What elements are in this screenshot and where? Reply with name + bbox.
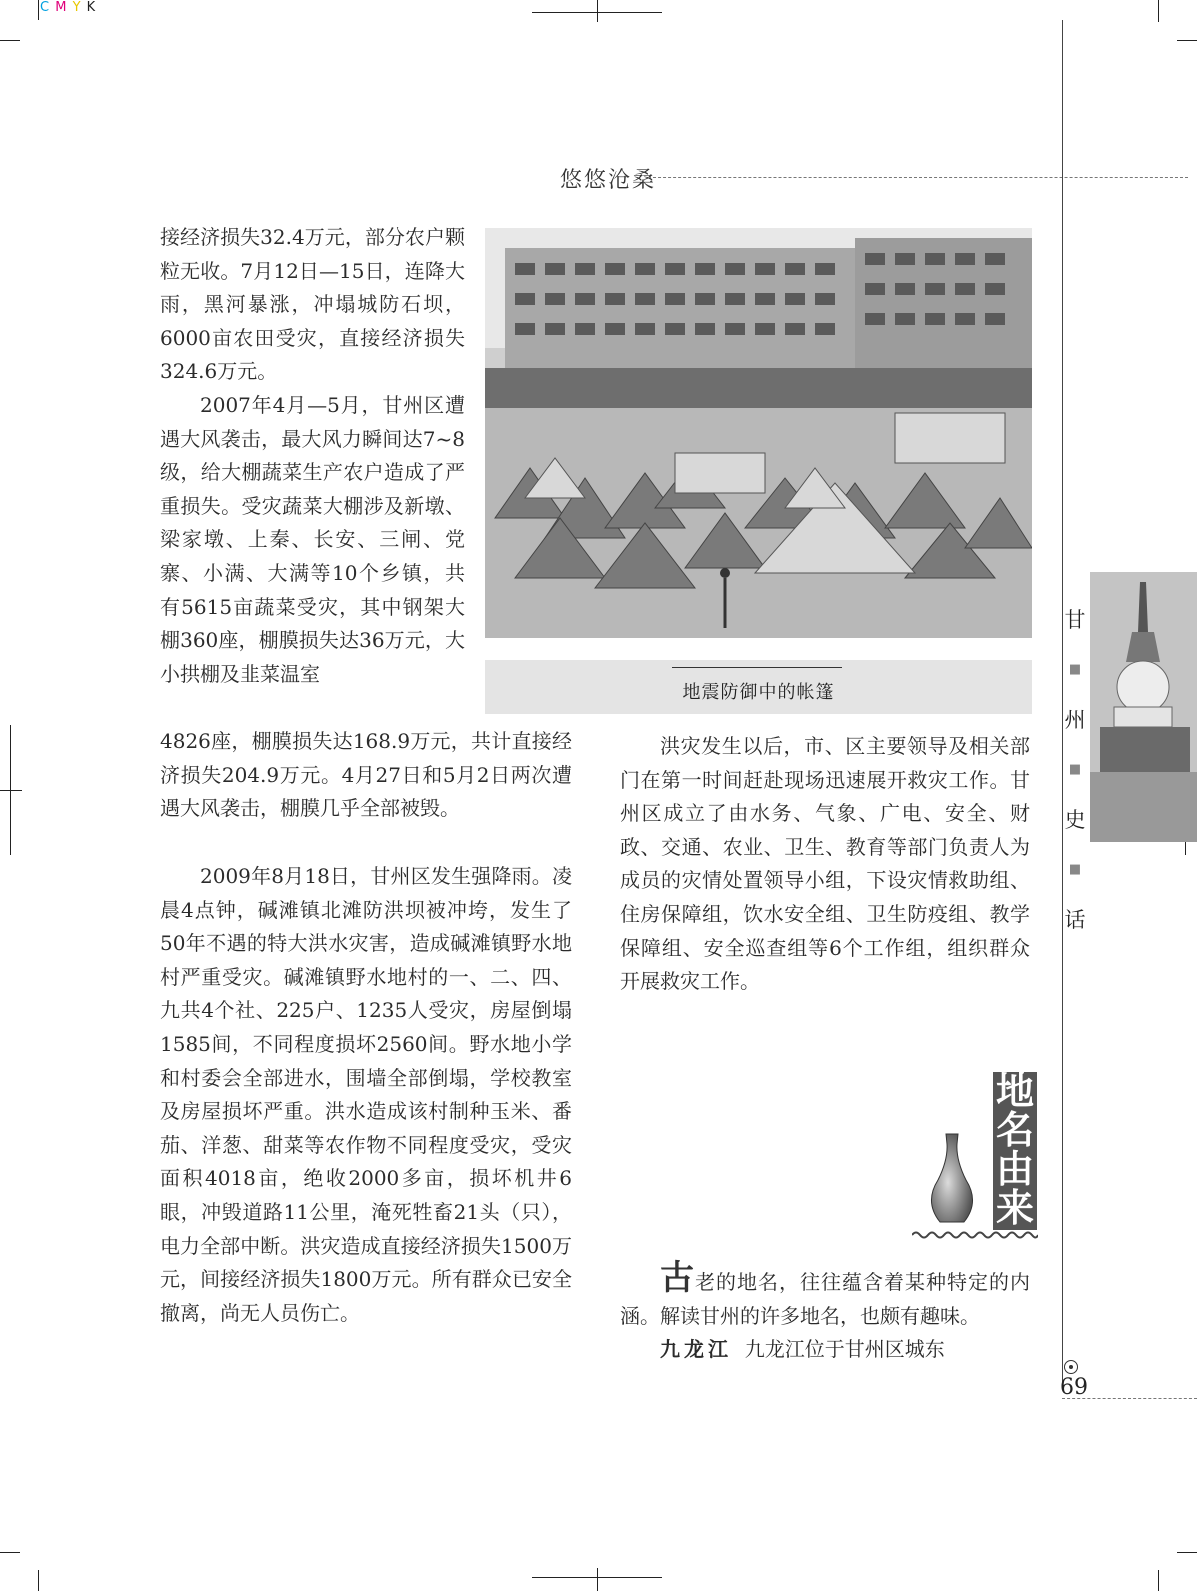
right-column (620, 730, 1030, 999)
crop-mark (0, 790, 22, 791)
intro-text: 老的地名，往往蕴含着某种特定的内涵。解读甘州的许多地名，也颇有趣味。 (620, 1270, 1030, 1328)
cmyk-k: K (86, 0, 97, 15)
side-tab-char: 话 (1064, 908, 1086, 932)
entry-text: 九龙江位于甘州区城东 (744, 1337, 945, 1362)
tent-photo-illustration (485, 228, 1032, 638)
cmyk-y: Y (72, 0, 82, 15)
header-dash-rule (648, 177, 1188, 178)
page-marker-icon (1064, 1360, 1078, 1374)
crop-mark (597, 0, 598, 22)
pagoda-photo (1090, 572, 1197, 842)
place-intro (620, 1258, 1030, 1367)
side-tab-bullet: ■ (1068, 862, 1082, 877)
paragraph-3: 2009年8月18日，甘州区发生强降雨。凌晨4点钟，碱滩镇北滩防洪坝被冲垮，发生了50年不遇的特大洪水灾害，造成碱滩镇野水地村严重受灾。碱滩镇野水地村的一、二、四、九共4个社、225户、1235人受灾，房屋倒塌1585间，不同程度损坏2560间。野水地小学和村委会全部进水，围墙全部倒塌，学校教室及房屋损坏严重。洪水造成该村制种玉米、番茄、洋葱、甜菜等农作物不同程度受灾，受灾面积4018亩，绝收2000多亩，损坏机井6眼，冲毁道路11公里，淹死牲畜21头（只），电力全部中断。洪灾造成直接经济损失1500万元，间接经济损失1800万元。所有群众已安全撤离，尚无人员伤亡。 (160, 864, 572, 1325)
place-intro-paragraph (620, 1258, 1030, 1333)
page-number: 69 (1060, 1375, 1088, 1400)
side-tab-char: 史 (1064, 808, 1086, 832)
cmyk-c: C (40, 0, 51, 15)
place-entry (620, 1333, 1030, 1367)
crop-mark (38, 0, 39, 20)
paragraph-2-narrow (160, 389, 465, 725)
paragraph-2-wide (160, 725, 572, 859)
crop-mark (1158, 1570, 1159, 1591)
banner-char: 地 (995, 1069, 1034, 1113)
side-tab-char: 州 (1064, 708, 1086, 732)
photo-caption: 地震防御中的帐篷 (682, 682, 835, 703)
crop-mark (1177, 40, 1197, 41)
caption-rule (672, 667, 842, 668)
paragraph-3-block (160, 860, 572, 1330)
paragraph-1: 接经济损失32.4万元，部分农户颗粒无收。7月12日—15日，连降大雨，黑河暴涨，冲塌城防石坝，6000亩农田受灾，直接经济损失324.6万元。 (160, 225, 465, 384)
crop-mark (0, 1552, 20, 1553)
crop-mark (1158, 0, 1159, 22)
crop-mark (1177, 1552, 1197, 1553)
wave-divider (912, 1230, 1038, 1240)
section-title: 悠悠沧桑 (560, 168, 657, 193)
tent-photo (485, 228, 1032, 638)
left-column (160, 221, 465, 389)
side-tab-bullet: ■ (1068, 662, 1082, 677)
banner-char: 来 (995, 1186, 1034, 1230)
crop-mark (0, 40, 20, 41)
banner-char: 名 (995, 1108, 1034, 1152)
place-name-origin-banner (993, 1069, 1037, 1230)
crop-mark (38, 1570, 39, 1591)
drop-char: 古 (660, 1258, 695, 1298)
paragraph-2: 2007年4月—5月，甘州区遭遇大风袭击，最大风力瞬间达7~8级，给大棚蔬菜生产农户造成了严重损失。受灾蔬菜大棚涉及新墩、梁家墩、上秦、长安、三闸、党寨、小满、大满等10个乡镇，共有5615亩蔬菜受灾，其中钢架大棚360座，棚膜损失达36万元，大小拱棚及韭菜温室 (160, 393, 465, 686)
side-tab (1062, 600, 1088, 950)
cmyk-registration (40, 0, 96, 15)
entry-term: 九龙江 (660, 1337, 732, 1362)
vase-icon (920, 1130, 984, 1228)
side-tab-bullet: ■ (1068, 762, 1082, 777)
pagoda-illustration (1090, 572, 1197, 842)
cmyk-m: M (55, 0, 68, 15)
crop-mark (597, 1568, 598, 1591)
footer-dash-rule (1062, 1398, 1197, 1399)
banner-char: 由 (995, 1147, 1034, 1191)
side-tab-char: 甘 (1064, 608, 1086, 632)
relief-paragraph: 洪灾发生以后，市、区主要领导及相关部门在第一时间赶赴现场迅速展开救灾工作。甘州区成立了由水务、气象、广电、安全、财政、交通、农业、卫生、教育等部门负责人为成员的灾情处置领导小组，下设灾情救助组、住房保障组，饮水安全组、卫生防疫组、教学保障组、安全巡查组等6个工作组，组织群众开展救灾工作。 (620, 734, 1030, 994)
paragraph-2-continued: 4826座，棚膜损失达168.9万元，共计直接经济损失204.9万元。4月27日和5月2日两次遭遇大风袭击，棚膜几乎全部被毁。 (160, 729, 572, 821)
